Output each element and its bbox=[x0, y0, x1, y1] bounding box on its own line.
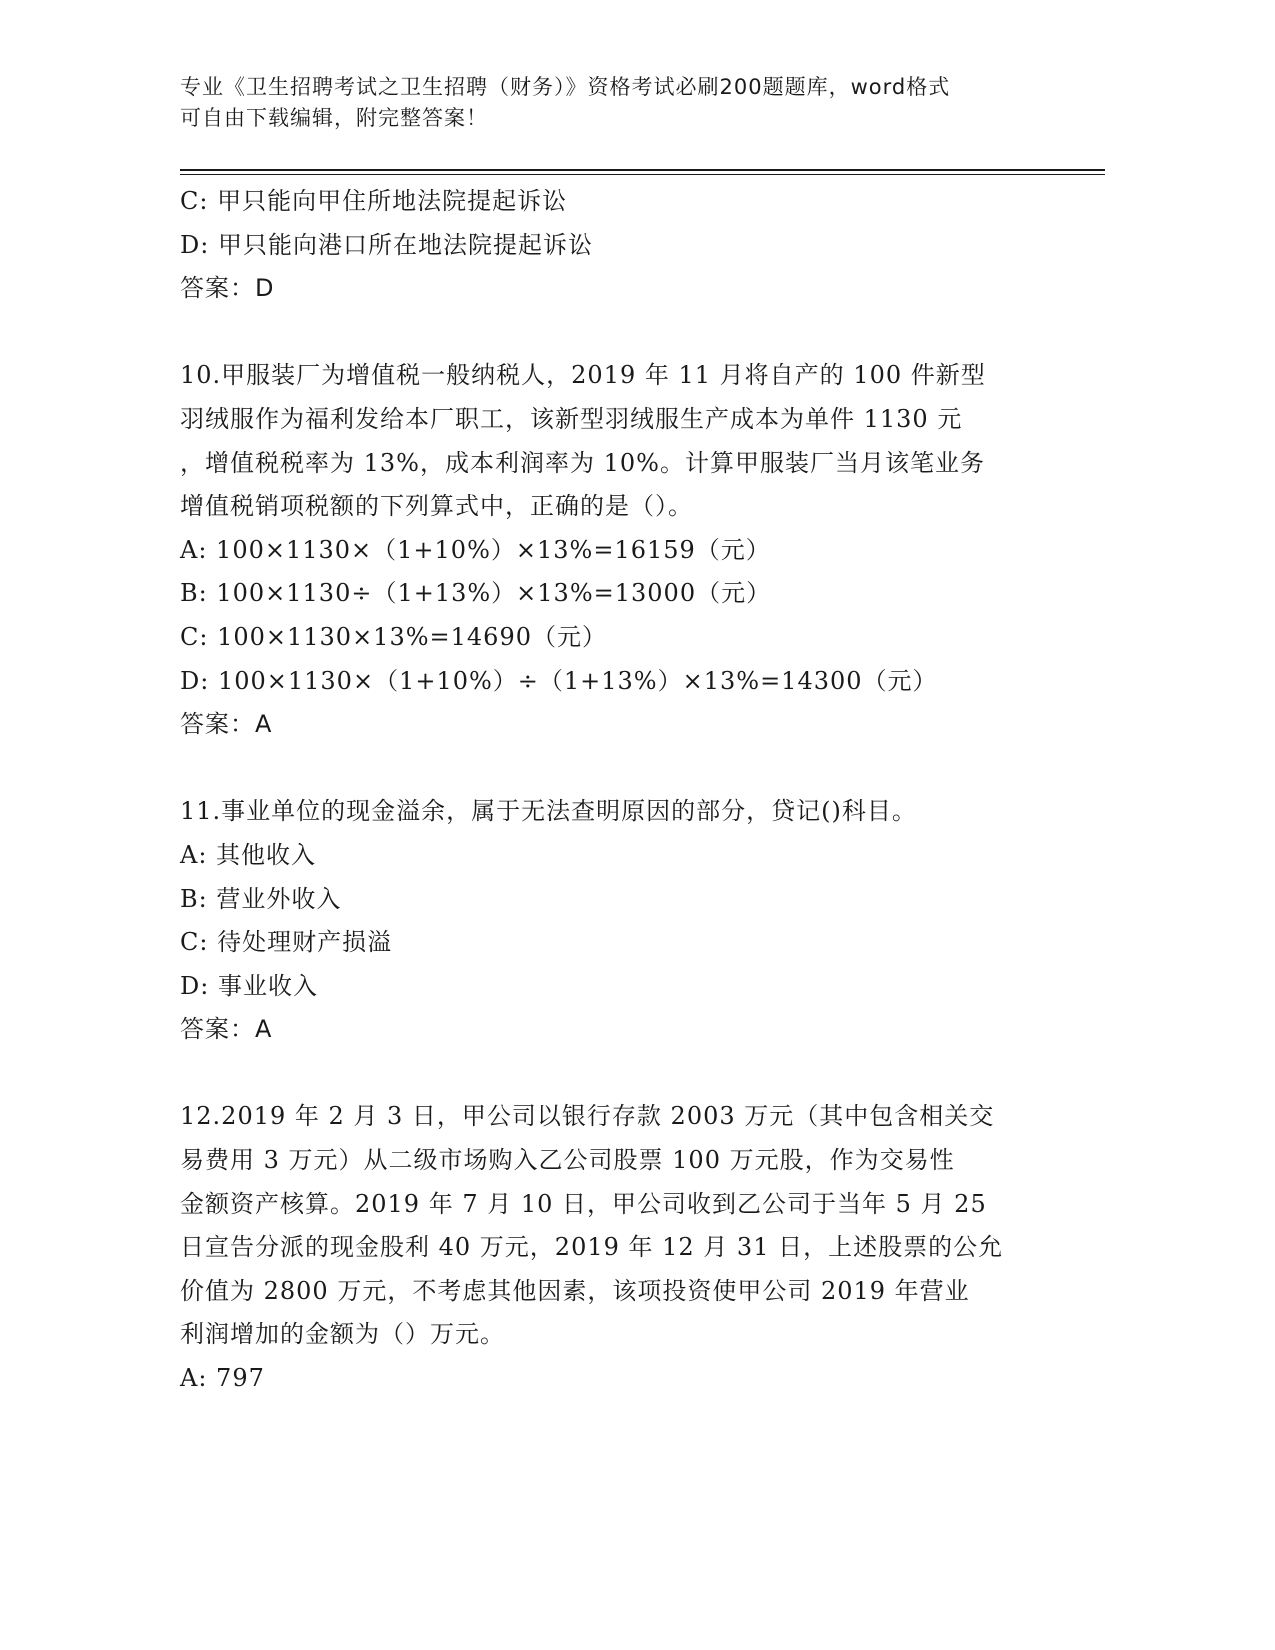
spacer bbox=[180, 311, 1040, 355]
header-title-line-2: 可自由下载编辑，附完整答案！ bbox=[180, 106, 488, 130]
option-b: B: 营业外收入 bbox=[180, 884, 342, 913]
header-divider-thin bbox=[180, 174, 1105, 175]
question-text-line: 易费用 3 万元）从二级市场购入乙公司股票 100 万元股，作为交易性 bbox=[180, 1146, 955, 1175]
question-9-tail bbox=[180, 180, 1040, 311]
option-d: D: 甲只能向港口所在地法院提起诉讼 bbox=[180, 230, 593, 259]
answer-line: 答案：A bbox=[180, 1015, 273, 1044]
option-c: C: 待处理财产损溢 bbox=[180, 928, 393, 957]
question-10 bbox=[180, 354, 1040, 746]
header-divider-thick bbox=[180, 169, 1105, 171]
question-text-line: 金额资产核算。2019 年 7 月 10 日，甲公司收到乙公司于当年 5 月 25 bbox=[180, 1189, 987, 1218]
question-text-line: 羽绒服作为福利发给本厂职工，该新型羽绒服生产成本为单件 1130 元 bbox=[180, 404, 963, 433]
spacer bbox=[180, 747, 1040, 791]
spacer bbox=[180, 1052, 1040, 1096]
document-body bbox=[180, 180, 1040, 1401]
option-b: B: 100×1130÷（1+13%）×13%=13000（元） bbox=[180, 579, 772, 608]
option-d: D: 100×1130×（1+10%）÷（1+13%）×13%=14300（元） bbox=[180, 666, 938, 695]
question-text-line: 10.甲服装厂为增值税一般纳税人，2019 年 11 月将自产的 100 件新型 bbox=[180, 361, 986, 390]
question-text-line: 日宣告分派的现金股利 40 万元，2019 年 12 月 31 日，上述股票的公允 bbox=[180, 1233, 1004, 1262]
option-d: D: 事业收入 bbox=[180, 971, 318, 1000]
answer-line: 答案：A bbox=[180, 710, 273, 739]
answer-line: 答案：D bbox=[180, 274, 275, 303]
question-text-line: 利润增加的金额为（）万元。 bbox=[180, 1320, 505, 1349]
document-header bbox=[180, 72, 1060, 134]
question-text-line: 增值税销项税额的下列算式中，正确的是（）。 bbox=[180, 492, 693, 521]
question-text-line: 12.2019 年 2 月 3 日，甲公司以银行存款 2003 万元（其中包含相关交 bbox=[180, 1102, 995, 1131]
question-11 bbox=[180, 790, 1040, 1052]
option-a: A: 其他收入 bbox=[180, 840, 317, 869]
question-text-line: 11.事业单位的现金溢余，属于无法查明原因的部分，贷记()科目。 bbox=[180, 797, 917, 826]
question-12 bbox=[180, 1095, 1040, 1400]
option-a: A: 797 bbox=[180, 1364, 265, 1393]
option-a: A: 100×1130×（1+10%）×13%=16159（元） bbox=[180, 535, 771, 564]
question-text-line: 价值为 2800 万元，不考虑其他因素，该项投资使甲公司 2019 年营业 bbox=[180, 1276, 970, 1305]
question-text-line: ，增值税税率为 13%，成本利润率为 10%。计算甲服装厂当月该笔业务 bbox=[180, 448, 985, 477]
option-c: C: 100×1130×13%=14690（元） bbox=[180, 622, 607, 651]
header-title-line-1: 专业《卫生招聘考试之卫生招聘（财务）》资格考试必刷200题题库，word格式 bbox=[180, 75, 951, 99]
option-c: C: 甲只能向甲住所地法院提起诉讼 bbox=[180, 187, 568, 215]
